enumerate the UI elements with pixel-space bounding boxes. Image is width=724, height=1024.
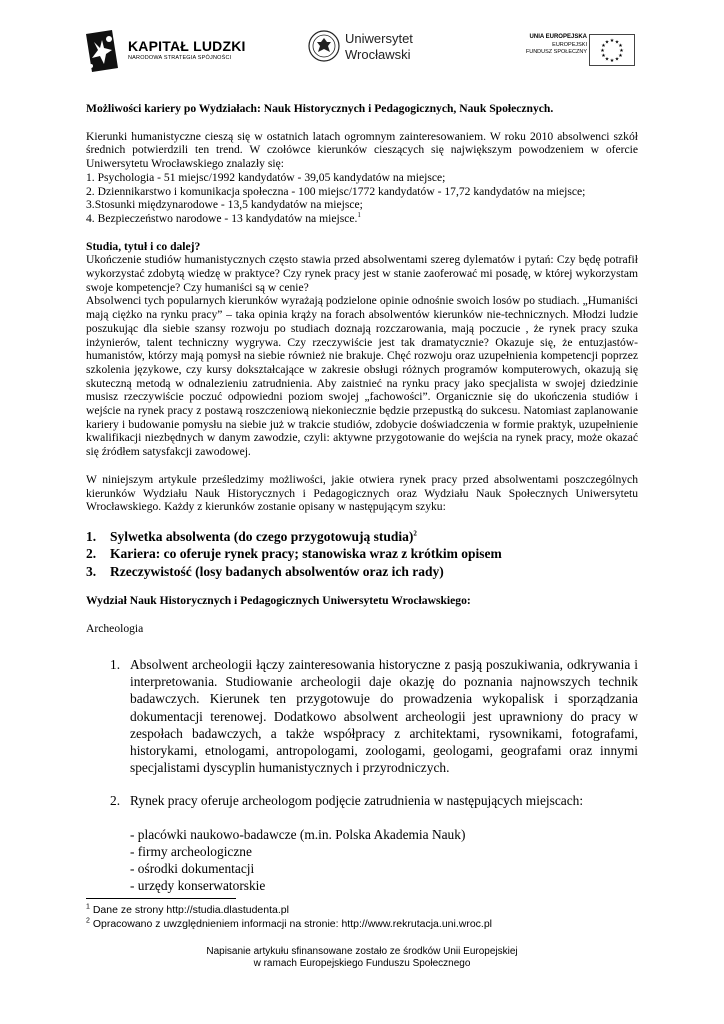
footnote-ref: 2 [413, 529, 417, 538]
rank-item: 1. Psychologia - 51 miejsc/1992 kandydatów - 39,05 kandydatów na miejsce; [86, 170, 446, 184]
kapital-ludzki-title: KAPITAŁ LUDZKI [128, 38, 246, 54]
workplace-item: - urzędy konserwatorskie [130, 878, 266, 894]
svg-text:★: ★ [609, 58, 615, 64]
list-item [86, 563, 638, 581]
paragraph: Ukończenie studiów humanistycznych często stawia przed absolwentami szereg dylematów i pytań: Czy będę potrafił wykorzystać zdobytą wiedzę w praktyce? Czy rynek pracy jest w stanie zaoferować mi posadę, w której wykorzystam swoje kompetencje? Czy humaniści są w cenie? [86, 253, 638, 294]
paragraph: W niniejszym artykule prześledzimy możliwości, jakie otwiera rynek pracy przed absolwentami poszczególnych kierunków Wydziału Nauk Historycznych i Pedagogicznych oraz Wydziału Nauk Społecznych Uniwersytetu Wrocławskiego. Każdy z kierunków zostanie opisany w następującym szyku: [86, 472, 638, 514]
list-text: Kariera: co oferuje rynek pracy; stanowiska wraz z krótkim opisem [110, 546, 502, 562]
workplace-item: - firmy archeologiczne [130, 843, 252, 859]
svg-text:★: ★ [604, 39, 610, 46]
footnotes [86, 898, 638, 931]
rank-item-text: 4. Bezpieczeństwo narodowe - 13 kandydatów na miejsce. [86, 211, 358, 225]
rank-item: 2. Dziennikarstwo i komunikacja społeczna - 100 miejsc/1772 kandydatów - 17,72 kandydatów na miejsce; [86, 184, 586, 198]
rank-item [86, 212, 638, 226]
list-item [86, 545, 638, 563]
footnote-text: Opracowano z uwzględnieniem informacji na stronie: http://www.rekrutacja.uni.wroc.pl [89, 918, 493, 930]
rank-item: 3.Stosunki międzynarodowe - 13,5 kandydatów na miejsce; [86, 198, 363, 212]
structure-list [86, 528, 638, 581]
svg-text:★: ★ [604, 56, 610, 63]
list-text: Rynek pracy oferuje archeologom podjęcie zatrudnienia w następujących miejscach: [130, 793, 584, 809]
faculty-heading: Wydział Nauk Historycznych i Pedagogicznych Uniwersytetu Wrocławskiego: [86, 594, 471, 608]
list-text: Sylwetka absolwenta (do czego przygotowują studia) [110, 528, 414, 544]
kapital-ludzki-subtitle: NARODOWA STRATEGIA SPÓJNOŚCI [128, 55, 232, 61]
svg-text:★: ★ [618, 53, 623, 59]
svg-text:★: ★ [601, 43, 606, 49]
kapital-ludzki-emblem-icon [82, 28, 122, 74]
workplaces-list [86, 826, 638, 895]
footer-line1: Napisanie artykułu sfinansowane zostało ze środków Unii Europejskiej [206, 946, 518, 957]
document-body [86, 102, 638, 894]
archeology-section [86, 656, 638, 894]
kapital-ludzki-logo [82, 28, 252, 74]
list-number: 1. [110, 656, 121, 672]
page-footer [0, 946, 724, 970]
list-number: 2. [86, 546, 97, 562]
footnote-number: 1 [86, 903, 90, 911]
svg-text:★: ★ [614, 39, 620, 46]
list-text: Absolwent archeologii łączy zainteresowania historyczne z pasją poszukiwania, odkrywania i interpretowania. Studiowanie archeologii daje okazję do poznania najnowszych technik badawczych. Kierunek ten przygotowuje do prowadzenia wykopalisk i sporządzania dokumentacji terenowej. Dodatkowo absolwent archeologii jest uprawniony do pracy w zespołach badawczych, a także współpracy z architektami, rysownikami, fotografami, historykami, etnologami, antropologami, zoologami, geologami, geografami oraz innymi specjalistami dyscyplin humanistycznych i przyrodniczych. [130, 656, 638, 776]
svg-text:★: ★ [614, 56, 620, 63]
eu-line1: UNIA EUROPEJSKA [529, 34, 587, 40]
list-item [86, 656, 638, 776]
footer-line2: w ramach Europejskiego Funduszu Społecznego [253, 958, 471, 969]
eu-text [526, 34, 587, 57]
footnote-number: 2 [86, 917, 90, 925]
svg-text:★: ★ [619, 48, 624, 54]
university-logo [308, 30, 428, 70]
svg-text:★: ★ [600, 48, 605, 54]
footnote-divider [86, 898, 236, 899]
svg-text:★: ★ [609, 38, 615, 44]
list-number: 3. [86, 563, 97, 579]
subject-heading: Archeologia [86, 622, 144, 636]
footnote [86, 903, 638, 917]
header-logos [0, 0, 724, 90]
list-text: Rzeczywistość (losy badanych absolwentów oraz ich rady) [110, 563, 444, 579]
university-name-line2: Wrocławski [345, 47, 411, 62]
list-item [86, 792, 638, 809]
document-title: Możliwości kariery po Wydziałach: Nauk Historycznych i Pedagogicznych, Nauk Społecznych. [86, 102, 554, 115]
workplace-item: - placówki naukowo-badawcze (m.in. Polska Akademia Nauk) [130, 826, 466, 842]
section-heading: Studia, tytuł i co dalej? [86, 239, 201, 253]
eu-line2: EUROPEJSKI [552, 41, 587, 48]
eu-logo [505, 34, 635, 70]
eu-flag-icon [589, 34, 635, 66]
list-item [86, 528, 638, 546]
footnote-ref: 1 [357, 211, 361, 220]
footnote-text: Dane ze strony http://studia.dlastudenta.pl [89, 904, 289, 916]
intro-paragraph: Kierunki humanistyczne cieszą się w ostatnich latach ogromnym zainteresowaniem. W roku 2010 absolwenci szkół średnich potwierdzili ten trend. W czołówce kierunków cieszących się największym powodzeniem w ofercie Uniwersytetu Wrocławskiego znalazły się: [86, 129, 638, 171]
university-seal-icon [308, 30, 340, 62]
list-number: 2. [110, 793, 121, 809]
eu-line3: FUNDUSZ SPOŁECZNY [525, 49, 587, 55]
svg-text:★: ★ [601, 53, 606, 59]
footnote [86, 917, 638, 931]
svg-text:★: ★ [618, 43, 623, 49]
university-name-line1: Uniwersytet [345, 31, 413, 46]
list-number: 1. [86, 528, 97, 544]
workplace-item: - ośrodki dokumentacji [130, 860, 255, 876]
paragraph: Absolwenci tych popularnych kierunków wyrażają podzielone opinie odnośnie swoich losów po studiach. „Humaniści mają ciężko na rynku pracy” – taka opinia krąży na forach absolwentów kierunków nie-technicznych. Młodzi ludzie poszukując dla siebie szansy rozwoju po studiach doznają rozczarowania, mają poczucie , że rynek pracy szuka inżynierów, talent techniczny wygrywa. Czy rzeczywiście jest tak dramatycznie? Okazuje się, że entuzjastów-humanistów, którzy mają pomysł na siebie również nie brakuje. Chęć rozwoju oraz uzupełnienia kompetencji poprzez szkolenia językowe, czy kursy dokształcające w zakresie obsługi różnych programów komputerowych, okazują się skuteczną metodą w odnalezieniu zatrudnienia. Aby zaistnieć na rynku pracy jako specjalista w swojej dziedzinie musisz rzeczywiście poczuć odpowiedni poziom swojej „fachowości”. Organicznie się do ukończenia studiów i wejście na rynek pracy z postawą roszczeniową niekoniecznie będzie przepustką do sukcesu. Natomiast zaplanowanie kariery i budowanie pomysłu na siebie już w trakcie studiów, zdobycie doświadczenia w formie praktyk, uzupełnienie kwalifikacji niezbędnych w danym zawodzie, czyli: aktywne przygotowanie do wejścia na rynek pracy, może okazać się źródłem satysfakcji zawodowej. [86, 294, 638, 459]
